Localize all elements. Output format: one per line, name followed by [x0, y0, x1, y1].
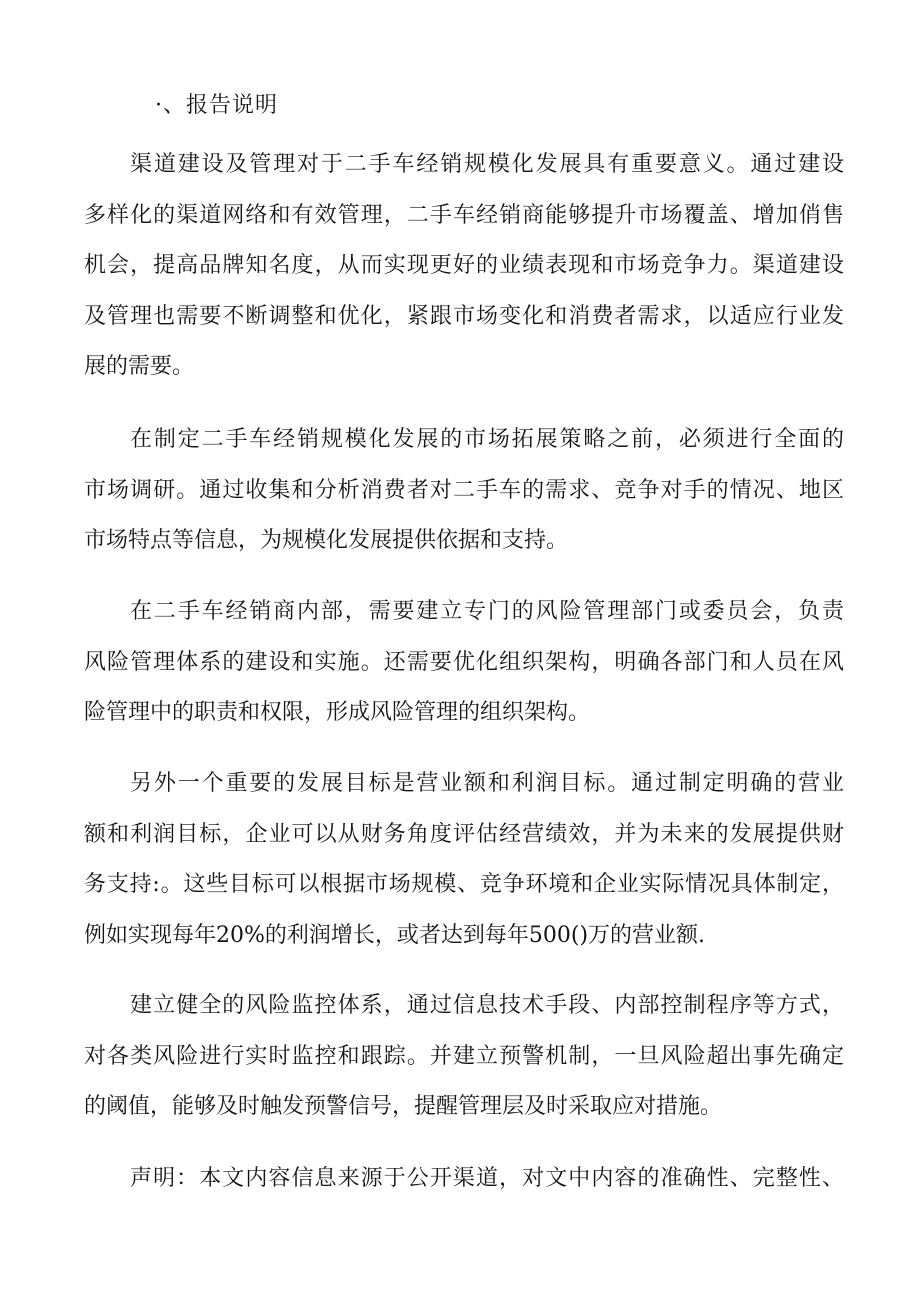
paragraph-line: 在制定二手车经销规模化发展的市场拓展策略之前，必须进行全面的 — [130, 427, 844, 452]
paragraph-line: 险管理中的职责和权限，形成风险管理的组织架构。 — [84, 700, 591, 725]
paragraph-line: 例如实现每年20%的利润增长，或者达到每年500()万的营业额. — [84, 922, 706, 948]
paragraph-line: 多样化的渠道网络和有效管理，二手车经销商能够提升市场覆盖、增加俏售 — [84, 202, 844, 228]
paragraph-line: 对各类风险进行实时监控和跟踪。并建立预警机制，一旦风险超出事先确定 — [84, 1043, 844, 1069]
paragraph-line: 市场特点等信息，为规模化发展提供依据和支持。 — [84, 528, 569, 553]
paragraph-risk-monitoring — [84, 981, 844, 1133]
paragraph-line: 建立健全的风险监控体系，通过信息技术手段、内部控制程序等方式， — [130, 993, 844, 1018]
paragraph-disclaimer — [84, 1154, 844, 1205]
paragraph-line: 另外一个重要的发展目标是营业额和利润目标。通过制定明确的营业 — [130, 771, 844, 796]
paragraph-channel-management — [84, 140, 844, 393]
paragraph-line: 的阈值，能够及时触发预警信号，提醒管理层及时采取应对措施。 — [84, 1094, 723, 1119]
paragraph-line: 及管理也需要不断调整和优化，紧跟市场变化和消费者需求，以适应行业发 — [84, 303, 844, 329]
paragraph-line: 在二手车经销商内部，需要建立专门的风险管理部门或委员会，负责 — [130, 599, 844, 624]
paragraph-line: 务支持:。这些目标可以根据市场规模、竞争环境和企业实际情况具体制定， — [84, 872, 844, 897]
paragraph-line: 市场调研。通过收集和分析消费者对二手车的需求、竞争对手的情况、地区 — [84, 477, 844, 503]
paragraph-risk-department — [84, 587, 844, 739]
section-heading: ·、报告说明 — [155, 93, 278, 118]
paragraph-line: 声明：本文内容信息来源于公开渠道，对文中内容的准确性、完整性、 — [130, 1166, 844, 1191]
paragraph-line: 渠道建设及管理对于二手车经销规模化发展具有重要意义。通过建设 — [130, 152, 844, 177]
paragraph-line: 展的需要。 — [84, 354, 195, 379]
paragraph-line: 风险管理体系的建设和实施。还需要优化组织架构，明确各部门和人员在风 — [84, 649, 844, 675]
paragraph-line: 机会，提高品牌知名度，从而实现更好的业绩表现和市场竞争力。渠道建设 — [84, 253, 844, 278]
paragraph-market-research — [84, 415, 844, 567]
paragraph-line: 额和利润目标，企业可以从财务角度评估经营绩效，并为未来的发展提供财 — [84, 821, 844, 847]
paragraph-revenue-goals — [84, 759, 844, 961]
